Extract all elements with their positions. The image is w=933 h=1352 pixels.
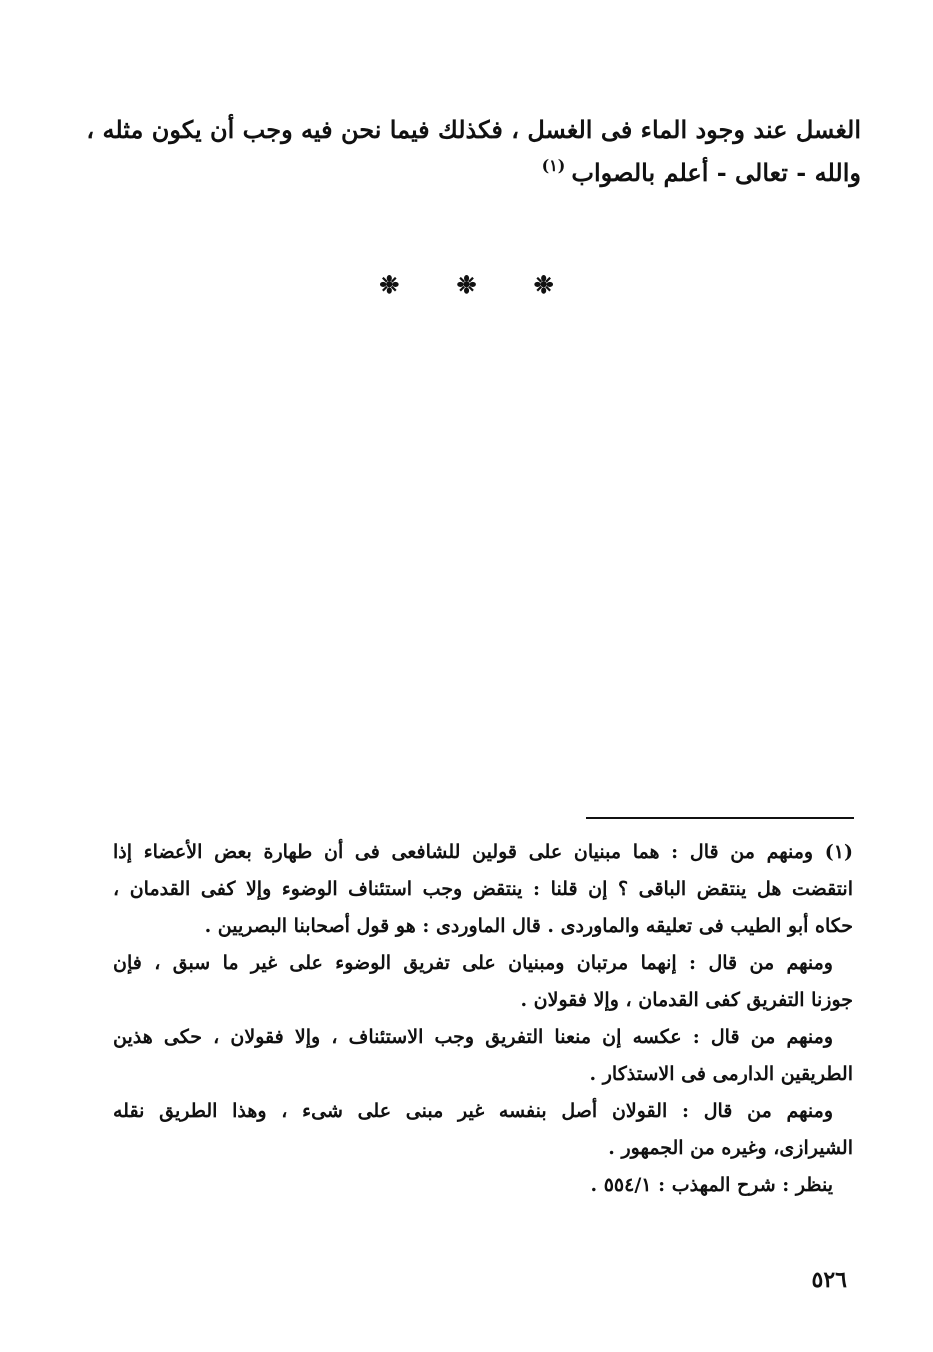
footnote-line: (١) ومنهم من قال : هما مبنيان على قولين للشافعى فى أن طهارة بعض الأعضاء إذا — [113, 841, 853, 863]
footnote-line: جوزنا التفريق كفى القدمان ، وإلا فقولان . — [520, 989, 853, 1011]
star-ornament-icon: ❉ — [533, 270, 554, 299]
main-text-line-2 — [116, 151, 861, 197]
main-text-block — [86, 108, 861, 197]
star-ornament-icon: ❉ — [456, 270, 477, 299]
footnote-line: حكاه أبو الطيب فى تعليقه والماوردى . قال الماوردى : هو قول أصحابنا البصريين . — [204, 915, 853, 937]
footnote-reference: (١) — [541, 156, 566, 175]
section-separator — [0, 270, 933, 299]
footnote-line: الطريقين الدارمى فى الاستذكار . — [589, 1063, 853, 1085]
footnote-line: ومنهم من قال : القولان أصل بنفسه غير مبنى على شىء ، وهذا الطريق نقله — [113, 1100, 833, 1122]
footnote-line: الشيرازى، وغيره من الجمهور . — [608, 1137, 853, 1159]
footnote-line: انتقضت هل ينتقض الباقى ؟ إن قلنا : ينتقض وجب استئناف الوضوء وإلا كفى القدمان ، — [113, 878, 853, 900]
footnote-line: ومنهم من قال : عكسه إن منعنا التفريق وجب الاستئناف ، وإلا فقولان ، حكى هذين — [113, 1026, 833, 1048]
star-ornament-icon: ❉ — [379, 270, 400, 299]
main-text-line-1: الغسل عند وجود الماء فى الغسل ، فكذلك فيما نحن فيه وجب أن يكون مثله ، — [86, 115, 861, 144]
page-number: ٥٢٦ — [811, 1267, 847, 1293]
footnote-divider — [586, 817, 854, 819]
footnote-line: ومنهم من قال : إنهما مرتبان ومبنيان على تفريق الوضوء على غير ما سبق ، فإن — [113, 952, 833, 974]
footnotes-block — [113, 834, 853, 1204]
main-text-line-2-text: والله - تعالى - أعلم بالصواب — [571, 158, 861, 187]
footnote-line: ينظر : شرح المهذب : ٥٥٤/١ . — [590, 1174, 833, 1196]
